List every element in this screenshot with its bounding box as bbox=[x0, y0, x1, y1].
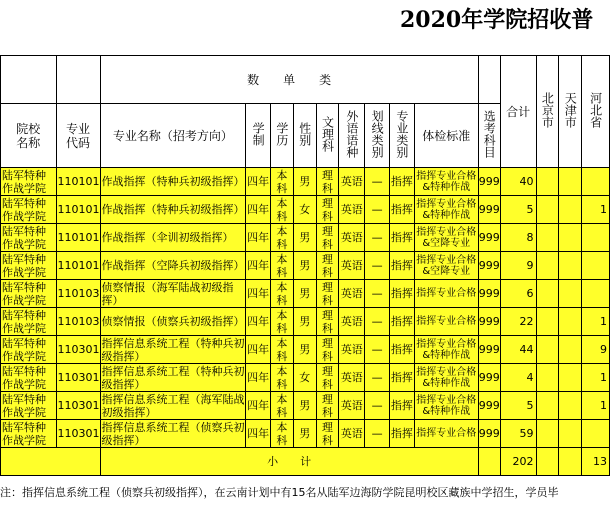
gender-cell: 男 bbox=[293, 280, 316, 308]
system-cell: 四年 bbox=[246, 252, 271, 280]
subtotal-hebei: 13 bbox=[582, 448, 610, 476]
degree-cell: 本科 bbox=[271, 224, 294, 252]
table-row bbox=[1, 168, 610, 196]
degree-cell: 本科 bbox=[271, 308, 294, 336]
tianjin-cell bbox=[559, 336, 582, 364]
beijing-cell bbox=[536, 308, 559, 336]
school-cell: 陆军特种作战学院 bbox=[1, 364, 57, 392]
major-type-cell: 指挥 bbox=[389, 308, 414, 336]
subtotal-row bbox=[1, 448, 610, 476]
line-type-cell: — bbox=[365, 308, 390, 336]
hebei-cell: 1 bbox=[582, 392, 610, 420]
physical-cell: 指挥专业合格&特种作战 bbox=[414, 336, 478, 364]
subtotal-total: 202 bbox=[500, 448, 536, 476]
degree-cell: 本科 bbox=[271, 252, 294, 280]
col-major-type: 专业类别 bbox=[389, 104, 414, 168]
total-cell: 8 bbox=[500, 224, 536, 252]
school-cell: 陆军特种作战学院 bbox=[1, 224, 57, 252]
line-type-cell: — bbox=[365, 168, 390, 196]
exam-cell: 999 bbox=[478, 252, 500, 280]
system-cell: 四年 bbox=[246, 168, 271, 196]
physical-cell: 指挥专业合格&特种作战 bbox=[414, 364, 478, 392]
exam-cell: 999 bbox=[478, 168, 500, 196]
code-cell: 110301 bbox=[56, 420, 100, 448]
line-type-cell: — bbox=[365, 420, 390, 448]
language-cell: 英语 bbox=[339, 280, 365, 308]
major-type-cell: 指挥 bbox=[389, 280, 414, 308]
gender-cell: 男 bbox=[293, 168, 316, 196]
physical-cell: 指挥专业合格 bbox=[414, 280, 478, 308]
table-row bbox=[1, 308, 610, 336]
subject-cell: 理科 bbox=[316, 336, 339, 364]
tianjin-cell bbox=[559, 308, 582, 336]
physical-cell: 指挥专业合格&空降专业 bbox=[414, 224, 478, 252]
physical-cell: 指挥专业合格 bbox=[414, 420, 478, 448]
code-cell: 110101 bbox=[56, 252, 100, 280]
tianjin-cell bbox=[559, 168, 582, 196]
school-cell: 陆军特种作战学院 bbox=[1, 420, 57, 448]
language-cell: 英语 bbox=[339, 308, 365, 336]
table-row bbox=[1, 364, 610, 392]
col-code: 专业代码 bbox=[56, 104, 100, 168]
exam-cell: 999 bbox=[478, 280, 500, 308]
gender-cell: 男 bbox=[293, 252, 316, 280]
code-cell: 110101 bbox=[56, 196, 100, 224]
physical-cell: 指挥专业合格&特种作战 bbox=[414, 392, 478, 420]
col-exam: 选考科目 bbox=[478, 104, 500, 168]
major-type-cell: 指挥 bbox=[389, 252, 414, 280]
school-cell: 陆军特种作战学院 bbox=[1, 252, 57, 280]
gender-cell: 女 bbox=[293, 364, 316, 392]
code-cell: 110301 bbox=[56, 392, 100, 420]
table-row bbox=[1, 336, 610, 364]
language-cell: 英语 bbox=[339, 224, 365, 252]
subject-cell: 理科 bbox=[316, 308, 339, 336]
degree-cell: 本科 bbox=[271, 420, 294, 448]
code-cell: 110101 bbox=[56, 168, 100, 196]
language-cell: 英语 bbox=[339, 392, 365, 420]
system-cell: 四年 bbox=[246, 280, 271, 308]
table-body bbox=[1, 168, 610, 448]
title-text: 2020年学院招收普 bbox=[400, 7, 594, 33]
code-cell: 110103 bbox=[56, 308, 100, 336]
total-cell: 59 bbox=[500, 420, 536, 448]
major-type-cell: 指挥 bbox=[389, 392, 414, 420]
col-major: 专业名称（招考方向） bbox=[100, 104, 246, 168]
total-cell: 5 bbox=[500, 392, 536, 420]
enrollment-table bbox=[0, 55, 610, 476]
major-type-cell: 指挥 bbox=[389, 420, 414, 448]
line-type-cell: — bbox=[365, 392, 390, 420]
major-cell: 作战指挥（特种兵初级指挥） bbox=[100, 196, 246, 224]
language-cell: 英语 bbox=[339, 336, 365, 364]
tianjin-cell bbox=[559, 224, 582, 252]
exam-cell: 999 bbox=[478, 308, 500, 336]
hebei-cell bbox=[582, 224, 610, 252]
hebei-cell bbox=[582, 168, 610, 196]
beijing-cell bbox=[536, 280, 559, 308]
physical-cell: 指挥专业合格&空降专业 bbox=[414, 252, 478, 280]
subject-cell: 理科 bbox=[316, 420, 339, 448]
table-row bbox=[1, 252, 610, 280]
exam-cell: 999 bbox=[478, 392, 500, 420]
language-cell: 英语 bbox=[339, 196, 365, 224]
hebei-cell bbox=[582, 420, 610, 448]
footnote: 注：指挥信息系统工程（侦察兵初级指挥），在云南计划中有15名从陆军边海防学院昆明校区藏族中学招生，学员毕 bbox=[0, 486, 559, 499]
system-cell: 四年 bbox=[246, 336, 271, 364]
system-cell: 四年 bbox=[246, 196, 271, 224]
major-cell: 作战指挥（空降兵初级指挥） bbox=[100, 252, 246, 280]
system-cell: 四年 bbox=[246, 308, 271, 336]
line-type-cell: — bbox=[365, 196, 390, 224]
col-beijing: 北京市 bbox=[536, 56, 559, 168]
col-subject: 文理科 bbox=[316, 104, 339, 168]
table-row bbox=[1, 224, 610, 252]
tianjin-cell bbox=[559, 196, 582, 224]
gender-cell: 女 bbox=[293, 196, 316, 224]
major-cell: 指挥信息系统工程（特种兵初级指挥） bbox=[101, 364, 245, 391]
school-cell: 陆军特种作战学院 bbox=[1, 308, 57, 336]
hebei-cell: 1 bbox=[582, 196, 610, 224]
gender-cell: 男 bbox=[293, 392, 316, 420]
degree-cell: 本科 bbox=[271, 364, 294, 392]
col-school: 院校名称 bbox=[1, 104, 57, 168]
gender-cell: 男 bbox=[293, 308, 316, 336]
total-cell: 5 bbox=[500, 196, 536, 224]
subject-cell: 理科 bbox=[316, 168, 339, 196]
line-type-cell: — bbox=[365, 224, 390, 252]
degree-cell: 本科 bbox=[271, 196, 294, 224]
table-row bbox=[1, 196, 610, 224]
beijing-cell bbox=[536, 364, 559, 392]
tianjin-cell bbox=[559, 420, 582, 448]
total-cell: 44 bbox=[500, 336, 536, 364]
exam-cell: 999 bbox=[478, 420, 500, 448]
degree-cell: 本科 bbox=[271, 280, 294, 308]
code-cell: 110103 bbox=[56, 280, 100, 308]
hebei-cell: 9 bbox=[582, 336, 610, 364]
major-cell: 指挥信息系统工程（海军陆战初级指挥） bbox=[101, 392, 245, 419]
line-type-cell: — bbox=[365, 364, 390, 392]
table-row bbox=[1, 392, 610, 420]
code-cell: 110301 bbox=[56, 364, 100, 392]
total-cell: 40 bbox=[500, 168, 536, 196]
col-degree: 学历 bbox=[271, 104, 294, 168]
tianjin-cell bbox=[559, 280, 582, 308]
total-cell: 6 bbox=[500, 280, 536, 308]
document-title bbox=[0, 0, 610, 38]
line-type-cell: — bbox=[365, 336, 390, 364]
major-type-cell: 指挥 bbox=[389, 168, 414, 196]
total-cell: 22 bbox=[500, 308, 536, 336]
degree-cell: 本科 bbox=[271, 392, 294, 420]
physical-cell: 指挥专业合格&特种作战 bbox=[414, 168, 478, 196]
major-type-cell: 指挥 bbox=[389, 224, 414, 252]
school-cell: 陆军特种作战学院 bbox=[1, 196, 57, 224]
col-total: 合计 bbox=[500, 56, 536, 168]
system-cell: 四年 bbox=[246, 420, 271, 448]
school-cell: 陆军特种作战学院 bbox=[1, 392, 57, 420]
major-type-cell: 指挥 bbox=[389, 364, 414, 392]
major-cell: 侦察情报（侦察兵初级指挥） bbox=[100, 308, 246, 336]
table-row bbox=[1, 420, 610, 448]
hebei-cell bbox=[582, 252, 610, 280]
school-cell: 陆军特种作战学院 bbox=[1, 280, 57, 308]
system-cell: 四年 bbox=[246, 392, 271, 420]
line-type-cell: — bbox=[365, 280, 390, 308]
major-cell: 作战指挥（特种兵初级指挥） bbox=[100, 168, 246, 196]
col-language: 外语语种 bbox=[339, 104, 365, 168]
physical-cell: 指挥专业合格 bbox=[414, 308, 478, 336]
tianjin-cell bbox=[559, 252, 582, 280]
tianjin-cell bbox=[559, 392, 582, 420]
total-cell: 9 bbox=[500, 252, 536, 280]
language-cell: 英语 bbox=[339, 420, 365, 448]
school-cell: 陆军特种作战学院 bbox=[1, 168, 57, 196]
language-cell: 英语 bbox=[339, 168, 365, 196]
school-cell: 陆军特种作战学院 bbox=[1, 336, 57, 364]
gender-cell: 男 bbox=[293, 224, 316, 252]
major-cell: 指挥信息系统工程（特种兵初级指挥） bbox=[101, 336, 245, 363]
exam-cell: 999 bbox=[478, 224, 500, 252]
col-tianjin: 天津市 bbox=[559, 56, 582, 168]
gender-cell: 男 bbox=[293, 420, 316, 448]
major-cell: 作战指挥（伞训初级指挥） bbox=[100, 224, 246, 252]
beijing-cell bbox=[536, 420, 559, 448]
physical-cell: 指挥专业合格&特种作战 bbox=[414, 196, 478, 224]
col-line-type: 划线类别 bbox=[365, 104, 390, 168]
col-gender: 性别 bbox=[293, 104, 316, 168]
beijing-cell bbox=[536, 252, 559, 280]
col-system: 学制 bbox=[246, 104, 271, 168]
system-cell: 四年 bbox=[246, 364, 271, 392]
hebei-cell: 1 bbox=[582, 364, 610, 392]
gender-cell: 男 bbox=[293, 336, 316, 364]
degree-cell: 本科 bbox=[271, 336, 294, 364]
major-cell: 指挥信息系统工程（侦察兵初级指挥） bbox=[101, 420, 245, 447]
subject-cell: 理科 bbox=[316, 280, 339, 308]
exam-cell: 999 bbox=[478, 196, 500, 224]
subject-cell: 理科 bbox=[316, 196, 339, 224]
subject-cell: 理科 bbox=[316, 392, 339, 420]
beijing-cell bbox=[536, 336, 559, 364]
subject-cell: 理科 bbox=[316, 224, 339, 252]
exam-cell: 999 bbox=[478, 336, 500, 364]
subtotal-label: 小 计 bbox=[100, 448, 478, 476]
language-cell: 英语 bbox=[339, 252, 365, 280]
code-cell: 110101 bbox=[56, 224, 100, 252]
major-type-cell: 指挥 bbox=[389, 196, 414, 224]
table-row bbox=[1, 280, 610, 308]
total-cell: 4 bbox=[500, 364, 536, 392]
subject-cell: 理科 bbox=[316, 252, 339, 280]
col-hebei: 河北省 bbox=[582, 56, 610, 168]
tianjin-cell bbox=[559, 364, 582, 392]
line-type-cell: — bbox=[365, 252, 390, 280]
major-type-cell: 指挥 bbox=[389, 336, 414, 364]
subject-cell: 理科 bbox=[316, 364, 339, 392]
system-cell: 四年 bbox=[246, 224, 271, 252]
degree-cell: 本科 bbox=[271, 168, 294, 196]
major-cell: 侦察情报（海军陆战初级指挥） bbox=[100, 280, 246, 308]
code-cell: 110301 bbox=[56, 336, 100, 364]
beijing-cell bbox=[536, 168, 559, 196]
hebei-cell bbox=[582, 280, 610, 308]
beijing-cell bbox=[536, 392, 559, 420]
hebei-cell: 1 bbox=[582, 308, 610, 336]
exam-cell: 999 bbox=[478, 364, 500, 392]
header-group: 数 单 类 bbox=[100, 56, 478, 104]
beijing-cell bbox=[536, 196, 559, 224]
col-physical: 体检标准 bbox=[414, 104, 478, 168]
beijing-cell bbox=[536, 224, 559, 252]
language-cell: 英语 bbox=[339, 364, 365, 392]
